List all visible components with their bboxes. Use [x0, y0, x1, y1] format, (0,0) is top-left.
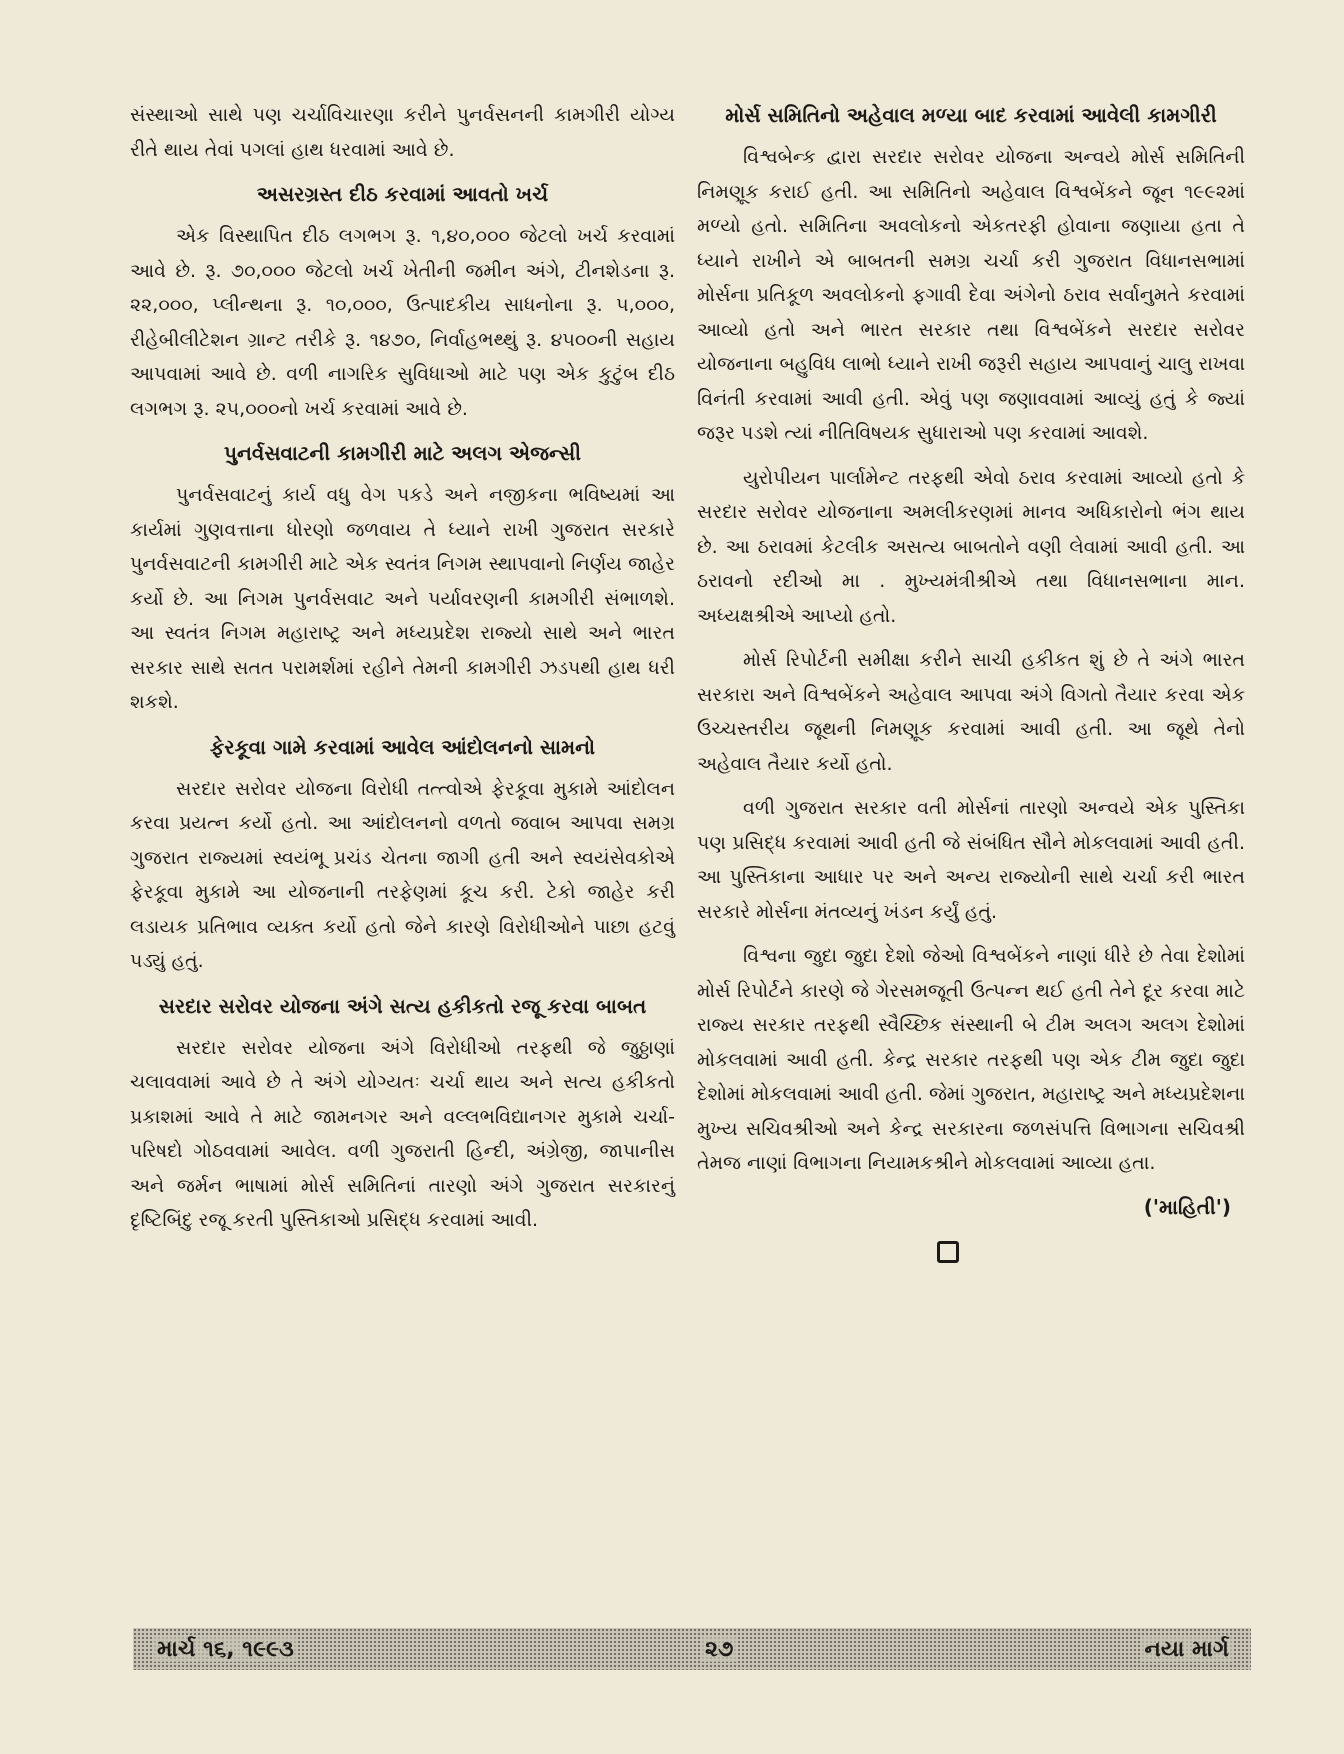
section-heading: ફેરકૂવા ગામે કરવામાં આવેલ આંદોલનનો સામનો — [209, 734, 596, 759]
left-column — [130, 98, 675, 1248]
paragraph: યુરોપીયન પાર્લામેન્ટ તરફથી એવો ઠરાવ કરવામાં આવ્યો હતો કે સરદાર સરોવર યોજનાના અમલીકરણમાં માનવ અધિકારોનો ભંગ થાય છે. આ ઠરાવમાં કેટલીક અસત્ય બાબતોને વણી લેવામાં આવી હતી. આ ઠરાવનો રદીઓ મા . મુખ્યમંત્રીશ્રીએ તથા વિધાનસભાના માન. અધ્યક્ષશ્રીએ આપ્યો હતો. — [697, 466, 1245, 627]
section-heading: પુનર્વસવાટની કામગીરી માટે અલગ એજન્સી — [224, 441, 581, 465]
page-footer — [133, 1628, 1251, 1670]
paragraph: એક વિસ્થાપિત દીઠ લગભગ રૂ. ૧,૪૦,૦૦૦ જેટલો ખર્ચ કરવામાં આવે છે. રૂ. ૭૦,૦૦૦ જેટલો ખર્ચ ખેતીની જમીન અંગે, ટીનશેડના રૂ. ૨૨,૦૦૦, પ્લીન્થના રૂ. ૧૦,૦૦૦, ઉત્પાદકીય સાધનોના રૂ. ૫,૦૦૦, રીહેબીલીટેશન ગ્રાન્ટ તરીકે રૂ. ૧૪૭૦, નિર્વાહભથ્થું રૂ. ૪૫૦૦ની સહાય આપવામાં આવે છે. વળી નાગરિક સુવિધાઓ માટે પણ એક કુટુંબ દીઠ લગભગ રૂ. ૨૫,૦૦૦નો ખર્ચ કરવામાં આવે છે. — [130, 225, 675, 420]
paragraph: મોર્સ રિપોર્ટની સમીક્ષા કરીને સાચી હકીકત શું છે તે અંગે ભારત સરકારા અને વિશ્વબેંકને અહેવાલ આપવા અંગે વિગતો તૈયાર કરવા એક ઉચ્ચસ્તરીય જૂથની નિમણૂક કરવામાં આવી હતી. આ જૂથે તેનો અહેવાલ તૈયાર કર્યો હતો. — [697, 649, 1245, 775]
section-heading: અસરગ્રસ્ત દીઠ કરવામાં આવતો ખર્ચ — [256, 182, 549, 206]
paragraph: વિશ્વબેન્ક દ્વારા સરદાર સરોવર યોજના અન્વયે મોર્સ સમિતિની નિમણૂક કરાઈ હતી. આ સમિતિનો અહેવાલ વિશ્વબેંકને જૂન ૧૯૯૨માં મળ્યો હતો. સમિતિના અવલોકનો એકતરફી હોવાના જણાયા હતા તે ધ્યાને રાખીને એ બાબતની સમગ્ર ચર્ચા કરી ગુજરાત વિધાનસભામાં મોર્સના પ્રતિકૂળ અવલોકનો ફગાવી દેવા અંગેનો ઠરાવ સર્વાનુમતે કરવામાં આવ્યો હતો અને ભારત સરકાર તથા વિશ્વબેંકને સરદાર સરોવર યોજનાના બહુવિધ લાભો ધ્યાને રાખી જરૂરી સહાય આપવાનું ચાલુ રાખવા વિનંતી કરવામાં આવી હતી. એવું પણ જણાવવામાં આવ્યું હતું કે જ્યાં જરૂર પડશે ત્યાં નીતિવિષયક સુધારાઓ પણ કરવામાં આવશે. — [697, 146, 1245, 444]
end-mark-icon — [937, 1241, 959, 1263]
section-heading: સરદાર સરોવર યોજના અંગે સત્ય હકીકતો રજૂ કરવા બાબત — [158, 993, 647, 1018]
paragraph: વિશ્વના જુદા જુદા દેશો જેઓ વિશ્વબેંકને નાણાં ધીરે છે તેવા દેશોમાં મોર્સ રિપોર્ટને કારણે જે ગેરસમજૂતી ઉત્પન્ન થઈ હતી તેને દૂર કરવા માટે રાજ્ય સરકાર તરફથી સ્વૈચ્છિક સંસ્થાની બે ટીમ અલગ અલગ દેશોમાં મોકલવામાં આવી હતી. કેન્દ્ર સરકાર તરફથી પણ એક ટીમ જુદા જુદા દેશોમાં મોકલવામાં આવી હતી. જેમાં ગુજરાત, મહારાષ્ટ્ર અને મધ્યપ્રદેશના મુખ્ય સચિવશ્રીઓ અને કેન્દ્ર સરકારના જળસંપત્તિ વિભાગના સચિવશ્રી તેમજ નાણાં વિભાગના નિયામકશ્રીને મોકલવામાં આવ્યા હતા. — [697, 945, 1245, 1174]
source-credit: ('માહિતી') — [1143, 1194, 1231, 1219]
paragraph: પુનર્વસવાટનું કાર્ય વધુ વેગ પકડે અને નજીકના ભવિષ્યમાં આ કાર્યમાં ગુણવત્તાના ધોરણો જળવાય તે ધ્યાને રાખી ગુજરાત સરકારે પુનર્વસવાટની કામગીરી માટે એક સ્વતંત્ર નિગમ સ્થાપવાનો નિર્ણય જાહેર કર્યો છે. આ નિગમ પુનર્વસવાટ અને પર્યાવરણની કામગીરી સંભાળશે. આ સ્વતંત્ર નિગમ મહારાષ્ટ્ર અને મધ્યપ્રદેશ રાજ્યો સાથે અને ભારત સરકાર સાથે સતત પરામર્શમાં રહીને તેમની કામગીરી ઝડપથી હાથ ધરી શકશે. — [130, 484, 675, 713]
paragraph: સંસ્થાઓ સાથે પણ ચર્ચાવિચારણા કરીને પુનર્વસનની કામગીરી યોગ્ય રીતે થાય તેવાં પગલાં હાથ ધરવામાં આવે છે. — [130, 104, 675, 161]
page-number: ૨૭ — [701, 1637, 737, 1662]
magazine-name: નયા માર્ગ — [1141, 1637, 1233, 1662]
paragraph: સરદાર સરોવર યોજના અંગે વિરોધીઓ તરફથી જે જુઠ્ઠાણાં ચલાવવામાં આવે છે તે અંગે યોગ્યતઃ ચર્ચા થાય અને સત્ય હકીકતો પ્રકાશમાં આવે તે માટે જામનગર અને વલ્લભવિદ્યાનગર મુકામે ચર્ચા-પરિષદો ગોઠવવામાં આવેલ. વળી ગુજરાતી હિન્દી, અંગ્રેજી, જાપાનીસ અને જર્મન ભાષામાં મોર્સ સમિતિનાં તારણો અંગે ગુજરાત સરકારનું દૃષ્ટિબિંદુ રજૂ કરતી પુસ્તિકાઓ પ્રસિદ્ધ કરવામાં આવી. — [130, 1036, 675, 1231]
right-column — [697, 98, 1245, 1263]
footer-date: માર્ચ ૧૬, ૧૯૯૩ — [153, 1637, 298, 1662]
paragraph: સરદાર સરોવર યોજના વિરોધી તત્ત્વોએ ફેરકૂવા મુકામે આંદોલન કરવા પ્રયત્ન કર્યો હતો. આ આંદોલનનો વળતો જવાબ આપવા સમગ્ર ગુજરાત રાજ્યમાં સ્વયંભૂ પ્રચંડ ચેતના જાગી હતી અને સ્વયંસેવકોએ ફેરકૂવા મુકામે આ યોજનાની તરફેણમાં કૂચ કરી. ટેકો જાહેર કરી લડાયક પ્રતિભાવ વ્યક્ત કર્યો હતો જેને કારણે વિરોધીઓને પાછા હટવું પડ્યું હતું. — [130, 777, 675, 972]
section-heading: મોર્સ સમિતિનો અહેવાલ મળ્યા બાદ કરવામાં આવેલી કામગીરી — [725, 103, 1217, 127]
paragraph: વળી ગુજરાત સરકાર વતી મોર્સનાં તારણો અન્વયે એક પુસ્તિકા પણ પ્રસિદ્ધ કરવામાં આવી હતી જે સંબંધિત સૌને મોકલવામાં આવી હતી. આ પુસ્તિકાના આધાર પર અને અન્ય રાજ્યોની સાથે ચર્ચા કરી ભારત સરકારે મોર્સના મંતવ્યનું ખંડન કર્યું હતું. — [697, 797, 1245, 923]
